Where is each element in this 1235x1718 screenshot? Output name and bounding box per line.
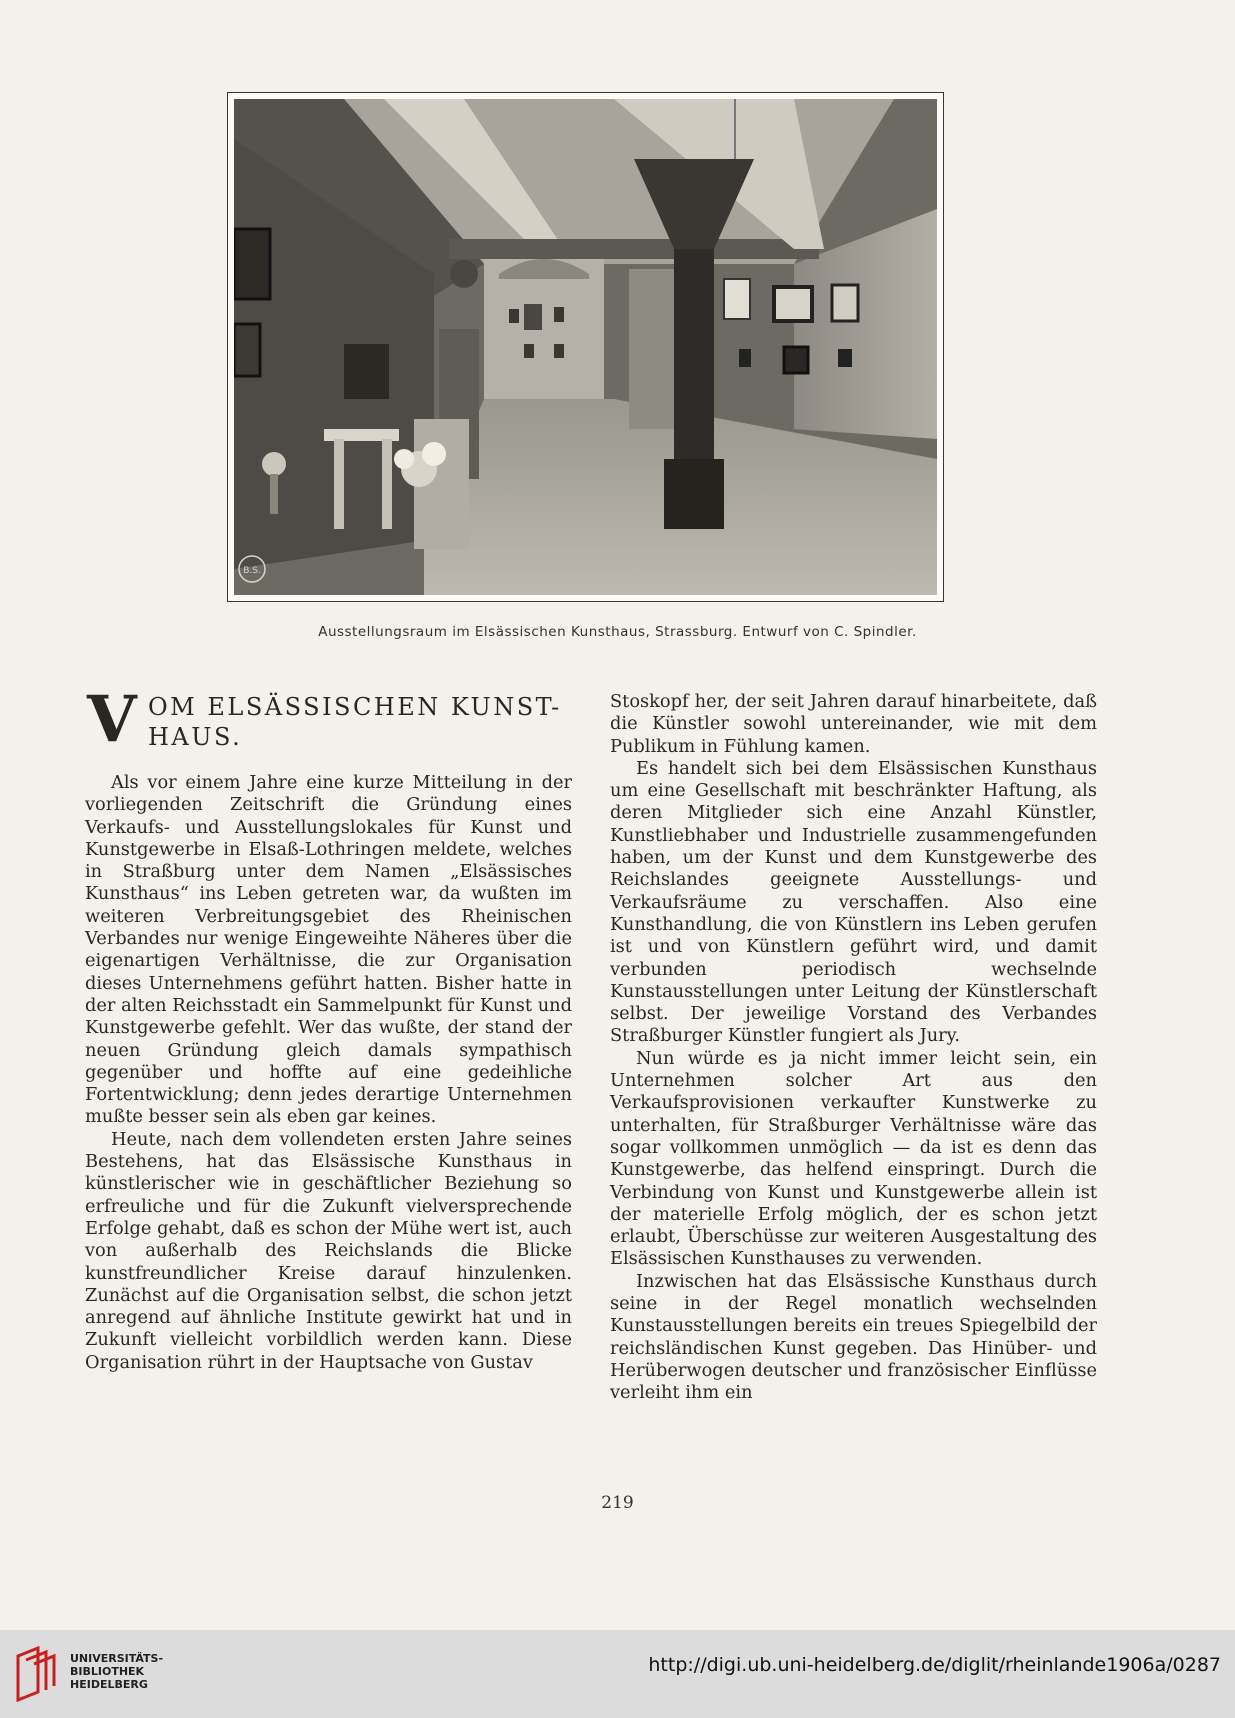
drop-cap: V — [87, 682, 137, 757]
heading-line-1: OM ELSÄSSISCHEN KUNST- — [148, 693, 562, 721]
paragraph-continued: Stoskopf her, der seit Jahren darauf hinarbeitete, daß die Künstler sowohl untereinander, wie mit dem Publikum in Fühlung kamen. — [610, 691, 1097, 757]
permalink-url[interactable]: http://digi.ub.uni-heidelberg.de/diglit/rheinlande1906a/0287 — [648, 1654, 1221, 1676]
exhibition-room-photo — [227, 92, 944, 602]
library-name-line: BIBLIOTHEK — [70, 1665, 145, 1678]
heading-line-2: HAUS. — [148, 723, 243, 751]
library-name-line: UNIVERSITÄTS- — [70, 1652, 164, 1665]
paragraph: Heute, nach dem vollendeten ersten Jahre seines Bestehens, hat das Elsässische Kunsthaus in künstlerischer wie in geschäftlicher Beziehung so erfreuliche und für die Zukunft vielversprechende Erfolge gehabt, daß es schon der Mühe wert ist, auch von außerhalb des Reichslands die Blicke kunstfreundlicher Kreise darauf hinzulenken. Zunächst auf die Organisation selbst, die schon jetzt anregend auf ähnliche Institute gewirkt hat und in Zukunft vielleicht vorbildlich werden kann. Diese Organisation rührt in der Hauptsache von Gustav — [85, 1128, 572, 1373]
library-footer — [0, 1630, 1235, 1718]
paragraph: Inzwischen hat das Elsässische Kunsthaus durch seine in der Regel monatlich wechselnden Kunstausstellungen bereits ein treues Spiegelbild der reichsländischen Kunst gegeben. Das Hinüber- und Herüberwogen deutscher und französischer Einflüsse verleiht ihm ein — [610, 1270, 1097, 1404]
paragraph: Als vor einem Jahre eine kurze Mitteilung in der vorliegenden Zeitschrift die Gründung eines Verkaufs- und Ausstellungslokales für Kunst und Kunstgewerbe in Elsaß-Lothringen meldete, welches in Straßburg unter dem Namen „Elsässisches Kunsthaus“ ins Leben getreten war, da wußten im weiteren Verbreitungsgebiet des Rheinischen Verbandes nur wenige Eingeweihte Näheres über die eigenartigen Verhältnisse, die zur Organisation dieses Unternehmens geführt hatten. Bisher hatte in der alten Reichsstadt ein Sammelpunkt für Kunst und Kunstgewerbe gefehlt. Wer das wußte, der stand der neuen Gründung gleich damals sympathisch gegenüber und hoffte auf eine gedeihliche Fortentwicklung; denn jedes derartige Unternehmen mußte besser sein als eben gar keines. — [85, 772, 572, 1128]
library-name — [70, 1652, 163, 1691]
paragraph: Nun würde es ja nicht immer leicht sein, ein Unternehmen solcher Art aus den Verkaufsprovisionen verkaufter Kunstwerke zu unterhalten, für Straßburger Verhältnisse wäre das sogar vollkommen unmöglich — da ist es denn das Kunstgewerbe, das helfend einspringt. Durch die Verbindung von Kunst und Kunstgewerbe allein ist der materielle Erfolg möglich, der es schon jetzt erlaubt, Überschüsse zur weiteren Ausgestaltung des Elsässischen Kunsthauses zu verwenden. — [610, 1047, 1097, 1270]
right-column — [610, 691, 1097, 1405]
article-heading — [85, 682, 572, 757]
left-column — [85, 682, 572, 1374]
page-number: 219 — [601, 1493, 634, 1513]
figure-caption: Ausstellungsraum im Elsässischen Kunsthaus, Strassburg. Entwurf von C. Spindler. — [318, 624, 917, 640]
monogram: B.S. — [243, 566, 261, 576]
photo-illustration — [234, 99, 937, 595]
paragraph: Es handelt sich bei dem Elsässischen Kunsthaus um eine Gesellschaft mit beschränkter Haftung, als deren Mitglieder sich eine Anzahl Künstler, Kunstliebhaber und Industrielle zusammengefunden haben, um der Kunst und dem Kunstgewerbe des Reichslandes geeignete Ausstellungs- und Verkaufsräume zu verschaffen. Also eine Kunsthandlung, die von Künstlern ins Leben gerufen ist und von Künstlern geführt wird, und damit verbunden periodisch wechselnde Kunstausstellungen unter Leitung der Künstlerschaft selbst. Der jeweilige Vorstand des Verbandes Straßburger Künstler fungiert als Jury. — [610, 757, 1097, 1047]
library-logo-icon — [14, 1646, 60, 1702]
library-name-line: HEIDELBERG — [70, 1678, 148, 1691]
